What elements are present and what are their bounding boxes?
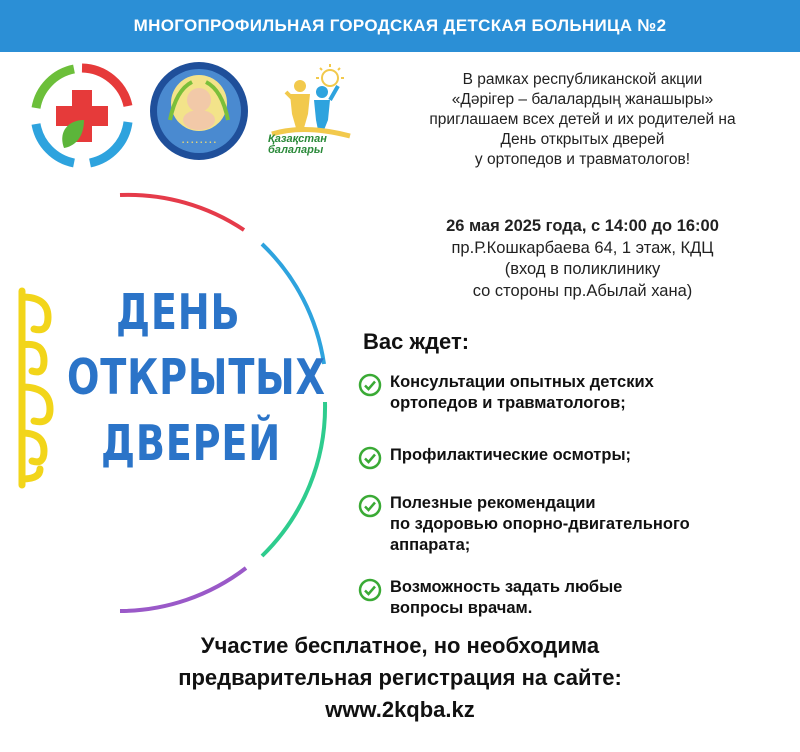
hospital-title: МНОГОПРОФИЛЬНАЯ ГОРОДСКАЯ ДЕТСКАЯ БОЛЬНИЦА №2 — [133, 16, 667, 35]
svg-text:• • • • • • • •: • • • • • • • • — [181, 140, 217, 146]
event-entrance-direction: со стороны пр.Абылай хана) — [472, 281, 693, 300]
title-line-3: ДВЕРЕЙ — [101, 415, 282, 472]
title-line-1: ДЕНЬ — [116, 284, 241, 341]
list-item — [358, 372, 654, 414]
title-line-2: ОТКРЫТЫХ — [67, 349, 326, 406]
list-item-text: Возможность задать любые вопросы врачам. — [390, 578, 623, 617]
list-item — [358, 445, 631, 470]
kazakh-ornament — [10, 283, 58, 493]
list-item-text: Полезные рекомендации по здоровью опорно-двигательного аппарата; — [390, 494, 690, 554]
check-circle-icon — [358, 494, 382, 518]
list-item — [358, 493, 690, 556]
intro-text: В рамках республиканской акции «Дәрігер – балалардың жанашыры» приглашаем всех детей и их родителей на День открытых дверей у ортопедов и травматологов! — [429, 71, 736, 168]
registration-note: Участие бесплатное, но необходима предварительная регистрация на сайте: www.2kqba.kz — [0, 630, 800, 726]
kz-children-label: Қазақстан балалары — [268, 133, 327, 156]
check-circle-icon — [358, 578, 382, 602]
event-address: пр.Р.Кошкарбаева 64, 1 этаж, КДЦ — [451, 238, 714, 257]
event-date: 26 мая 2025 года, с 14:00 до 16:00 — [446, 217, 719, 235]
check-circle-icon — [358, 373, 382, 397]
what-awaits-heading: Вас ждет: — [363, 329, 470, 354]
list-item-text: Консультации опытных детских ортопедов и травматологов; — [390, 373, 654, 412]
list-item — [358, 577, 622, 619]
event-entrance: (вход в поликлинику — [504, 260, 661, 278]
list-item-text: Профилактические осмотры; — [390, 446, 632, 464]
website-link[interactable]: www.2kqba.kz — [325, 697, 475, 722]
check-circle-icon — [358, 446, 382, 470]
